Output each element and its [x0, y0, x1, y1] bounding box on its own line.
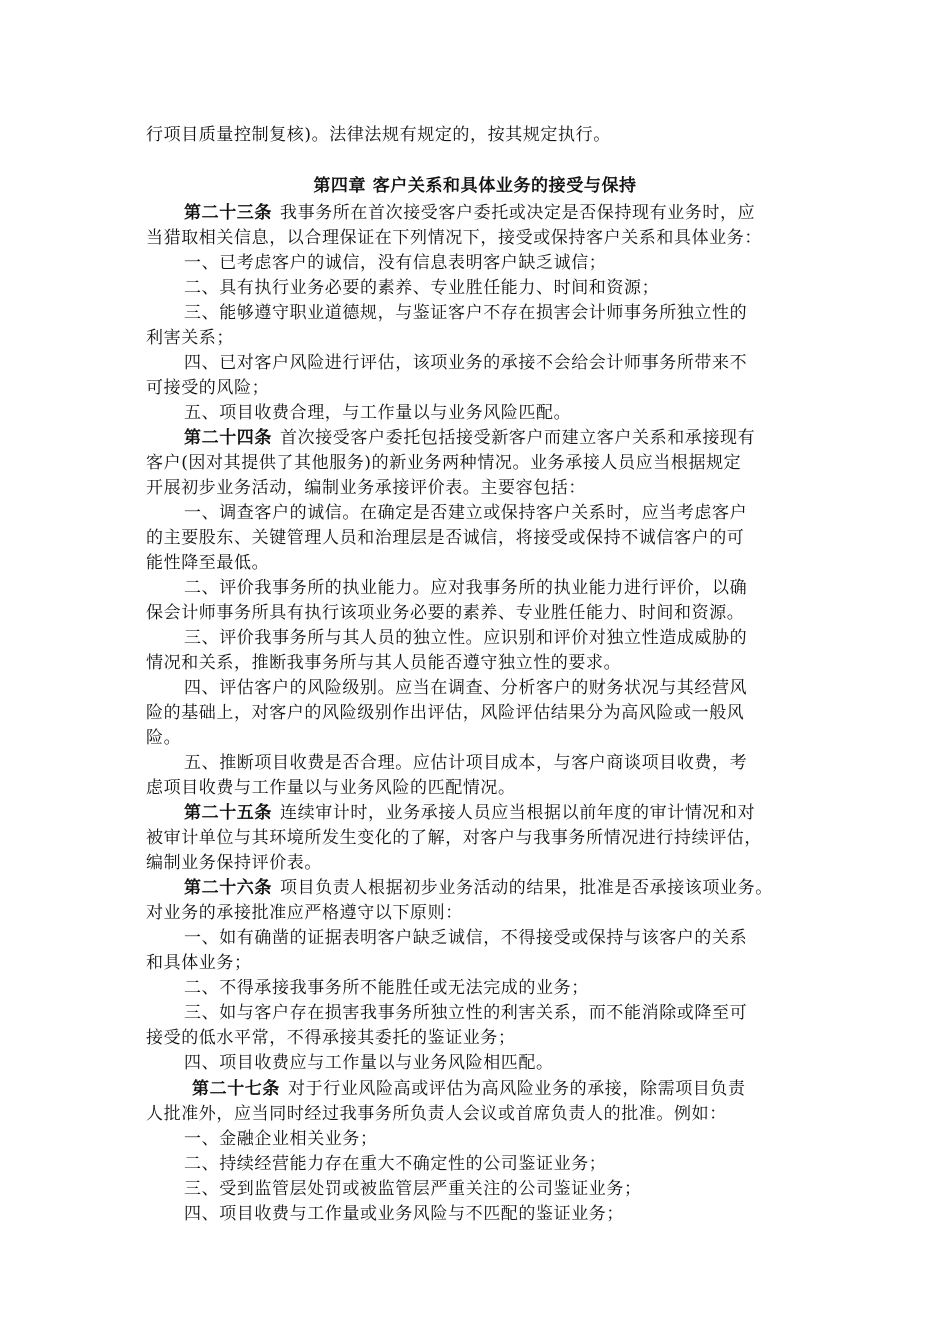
article-26-first-line: [184, 876, 844, 900]
paragraph-line: 险。: [146, 728, 182, 748]
article-23-first-line: [184, 201, 844, 225]
paragraph-line: 客户(因对其提供了其他服务)的新业务两种情况。业务承接人员应当根据规定: [146, 453, 742, 473]
list-item: 一、已考虑客户的诚信，没有信息表明客户缺乏诚信；: [184, 253, 607, 273]
list-item: 四、项目收费应与工作量以与业务风险相匹配。: [184, 1053, 554, 1073]
paragraph-line: 可接受的风险；: [146, 378, 270, 398]
list-item: 二、不得承接我事务所不能胜任或无法完成的业务；: [184, 978, 589, 998]
article-text: 连续审计时，业务承接人员应当根据以前年度的审计情况和对: [280, 803, 756, 823]
article-text: 我事务所在首次接受客户委托或决定是否保持现有业务时，应: [280, 203, 756, 223]
paragraph-line: 和具体业务；: [146, 953, 252, 973]
list-item: 三、评价我事务所与其人员的独立性。应识别和评价对独立性造成威胁的: [184, 628, 748, 648]
article-label: 第二十六条: [184, 878, 272, 898]
paragraph-line: 接受的低水平常，不得承接其委托的鉴证业务；: [146, 1028, 516, 1048]
article-25-first-line: [184, 801, 844, 825]
list-item: 二、具有执行业务必要的素养、专业胜任能力、时间和资源；: [184, 278, 660, 298]
article-label: 第二十四条: [184, 428, 272, 448]
paragraph-line: 的主要股东、关键管理人员和治理层是否诚信，将接受或保持不诚信客户的可: [146, 528, 745, 548]
article-text: 首次接受客户委托包括接受新客户而建立客户关系和承接现有: [280, 428, 756, 448]
article-label: 第二十七条: [192, 1079, 280, 1099]
article-label: 第二十五条: [184, 803, 272, 823]
article-label: 第二十三条: [184, 203, 272, 223]
list-item: 二、评价我事务所的执业能力。应对我事务所的执业能力进行评价，以确: [184, 578, 748, 598]
list-item: 五、推断项目收费是否合理。应估计项目成本，与客户商谈项目收费，考: [184, 753, 748, 773]
paragraph-line: 编制业务保持评价表。: [146, 853, 322, 873]
list-item: 四、评估客户的风险级别。应当在调查、分析客户的财务状况与其经营风: [184, 678, 748, 698]
paragraph-line: 利害关系；: [146, 328, 234, 348]
list-item: 五、项目收费合理，与工作量以与业务风险匹配。: [184, 403, 572, 423]
paragraph-line: 行项目质量控制复核)。法律法规有规定的，按其规定执行。: [146, 125, 611, 145]
list-item: 二、持续经营能力存在重大不确定性的公司鉴证业务；: [184, 1154, 607, 1174]
article-text: 项目负责人根据初步业务活动的结果，批准是否承接该项业务。: [280, 878, 773, 898]
paragraph-line: 险的基础上，对客户的风险级别作出评估，风险评估结果分为高风险或一般风: [146, 703, 745, 723]
list-item: 三、如与客户存在损害我事务所独立性的利害关系，而不能消除或降至可: [184, 1003, 748, 1023]
list-item: 四、项目收费与工作量或业务风险与不匹配的鉴证业务；: [184, 1204, 624, 1224]
article-text: 对于行业风险高或评估为高风险业务的承接，除需项目负责: [288, 1079, 746, 1099]
list-item: 一、调查客户的诚信。在确定是否建立或保持客户关系时，应当考虑客户: [184, 503, 748, 523]
article-24-first-line: [184, 426, 844, 450]
paragraph-line: 人批准外，应当同时经过我事务所负责人会议或首席负责人的批准。例如：: [146, 1104, 727, 1124]
paragraph-line: 情况和关系，推断我事务所与其人员能否遵守独立性的要求。: [146, 653, 622, 673]
paragraph-line: 开展初步业务活动，编制业务承接评价表。主要容包括：: [146, 478, 586, 498]
paragraph-line: 保会计师事务所具有执行该项业务必要的素养、专业胜任能力、时间和资源。: [146, 603, 745, 623]
chapter-title: 第四章 客户关系和具体业务的接受与保持: [313, 176, 637, 196]
paragraph-line: 能性降至最低。: [146, 553, 270, 573]
list-item: 三、能够遵守职业道德规，与鉴证客户不存在损害会计师事务所独立性的: [184, 303, 748, 323]
list-item: 三、受到监管层处罚或被监管层严重关注的公司鉴证业务；: [184, 1179, 642, 1199]
list-item: 一、如有确凿的证据表明客户缺乏诚信，不得接受或保持与该客户的关系: [184, 928, 748, 948]
list-item: 一、金融企业相关业务；: [184, 1129, 378, 1149]
paragraph-line: 虑项目收费与工作量以与业务风险的匹配情况。: [146, 778, 516, 798]
list-item: 四、已对客户风险进行评估，该项业务的承接不会给会计师事务所带来不: [184, 353, 748, 373]
paragraph-line: 当猎取相关信息，以合理保证在下列情况下，接受或保持客户关系和具体业务：: [146, 228, 762, 248]
paragraph-line: 对业务的承接批准应严格遵守以下原则：: [146, 903, 463, 923]
article-27-first-line: [192, 1077, 852, 1101]
paragraph-line: 被审计单位与其环境所发生变化的了解，对客户与我事务所情况进行持续评估，: [146, 828, 762, 848]
